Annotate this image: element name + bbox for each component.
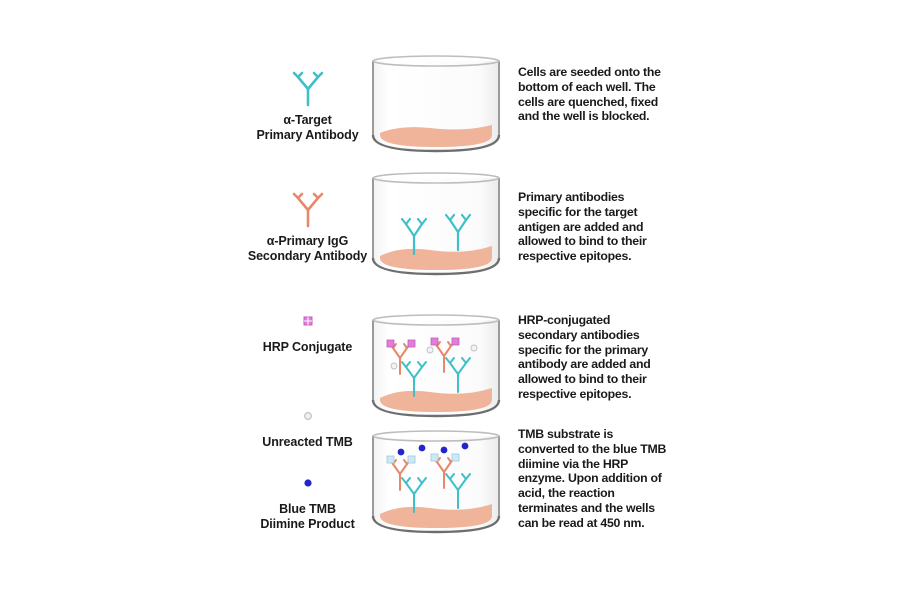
well-illustration-3 <box>370 314 500 414</box>
well-illustration-4 <box>370 430 500 530</box>
well-illustration-1 <box>370 55 500 155</box>
legend-label: Blue TMB Diimine Product <box>260 502 355 531</box>
legend-label: Unreacted TMB <box>262 435 353 449</box>
legend-label: α-Primary IgG Secondary Antibody <box>247 234 368 263</box>
legend-label: HRP Conjugate <box>262 340 353 354</box>
step-description-1: Cells are seeded onto the bottom of each well. The cells are quenched, fixed and the well is blocked. <box>518 65 661 124</box>
diagram-step-row-2 <box>0 178 900 298</box>
diagram-step-row-1 <box>0 55 900 175</box>
step-description-2: Primary antibodies specific for the target antigen are added and allowed to bind to their respective epitopes. <box>518 190 647 264</box>
diagram-step-row-3 <box>0 300 900 450</box>
well-illustration-2 <box>370 172 500 272</box>
step-description-3: HRP-conjugated secondary antibodies specific for the primary antibody are added and allowed to bind to their respective epitopes. <box>518 313 651 401</box>
legend-label: α-Target Primary Antibody <box>256 113 359 142</box>
step-description-4: TMB substrate is converted to the blue TMB diimine via the HRP enzyme. Upon addition of acid, the reaction terminates and the wells can be read at 450 nm. <box>518 427 667 530</box>
